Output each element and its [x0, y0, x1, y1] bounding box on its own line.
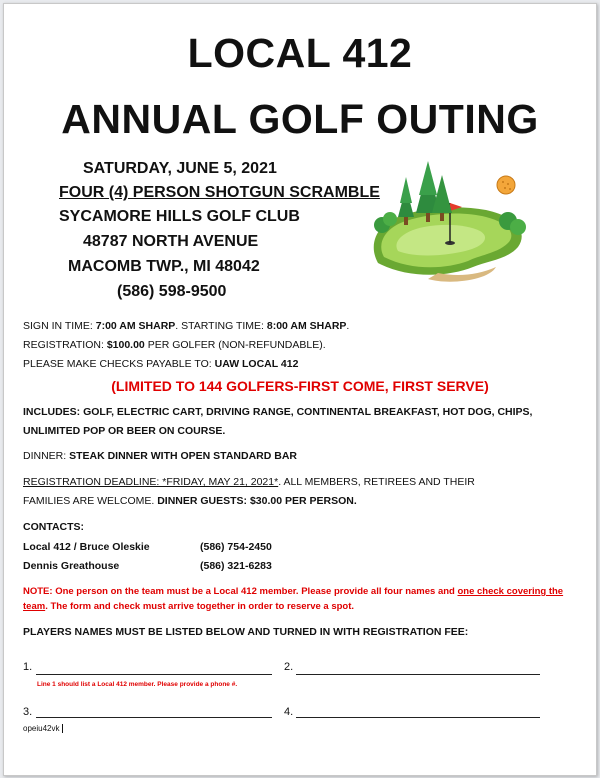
player-3-line[interactable] — [36, 717, 272, 718]
includes-line-2: UNLIMITED POP OR BEER ON COURSE. — [23, 425, 226, 437]
event-format: FOUR (4) PERSON SHOTGUN SCRAMBLE — [59, 184, 380, 201]
event-street: 48787 NORTH AVENUE — [83, 233, 259, 250]
player-4-line[interactable] — [296, 717, 540, 718]
golf-course-illustration — [368, 155, 536, 285]
title-line-2: ANNUAL GOLF OUTING — [61, 96, 539, 142]
event-city: MACOMB TWP., MI 48042 — [68, 258, 260, 275]
check-emphasis: one check covering the team — [23, 586, 564, 612]
contact-phone-1: (586) 754-2450 — [200, 541, 272, 553]
signin-line: SIGN IN TIME: 7:00 AM SHARP. STARTING TIME: 8:00 AM SHARP. — [23, 320, 350, 332]
player-1-line[interactable] — [36, 674, 272, 675]
contact-name-2: Dennis Greathouse — [23, 560, 120, 572]
title-line-1: LOCAL 412 — [187, 30, 413, 76]
includes-line-1: INCLUDES: GOLF, ELECTRIC CART, DRIVING RANGE, CONTINENTAL BREAKFAST, HOT DOG, CHIPS, — [23, 406, 533, 418]
event-date: SATURDAY, JUNE 5, 2021 — [83, 160, 277, 177]
player-1-number: 1. — [23, 661, 33, 673]
checks-line: PLEASE MAKE CHECKS PAYABLE TO: UAW LOCAL 412 — [23, 358, 299, 370]
text-cursor — [62, 724, 63, 733]
limited-notice: (LIMITED TO 144 GOLFERS-FIRST COME, FIRST SERVE) — [111, 378, 489, 394]
player-2-line[interactable] — [296, 674, 540, 675]
player-1-hint: Line 1 should list a Local 412 member. Please provide a phone #. — [37, 681, 238, 688]
team-note: NOTE: One person on the team must be a Local 412 member. Please provide all four names and one check covering the team. The form and check must arrive together in order to reserve a spot. — [23, 586, 564, 612]
footer-code: opeiu42vk — [23, 724, 60, 733]
deadline-line: REGISTRATION DEADLINE: *FRIDAY, MAY 21, 2021*. ALL MEMBERS, RETIREES AND THEIR — [23, 476, 475, 488]
event-phone: (586) 598-9500 — [117, 283, 227, 300]
player-4-number: 4. — [284, 706, 294, 718]
players-heading: PLAYERS NAMES MUST BE LISTED BELOW AND TURNED IN WITH REGISTRATION FEE: — [23, 626, 469, 638]
registration-line: REGISTRATION: $100.00 PER GOLFER (NON-REFUNDABLE). — [23, 339, 326, 351]
contact-name-1: Local 412 / Bruce Oleskie — [23, 541, 150, 553]
dinner-line: DINNER: STEAK DINNER WITH OPEN STANDARD BAR — [23, 450, 297, 462]
event-venue: SYCAMORE HILLS GOLF CLUB — [59, 208, 300, 225]
contact-phone-2: (586) 321-6283 — [200, 560, 272, 572]
contacts-heading: CONTACTS: — [23, 521, 85, 533]
families-line: FAMILIES ARE WELCOME. DINNER GUESTS: $30.00 PER PERSON. — [23, 495, 357, 507]
player-2-number: 2. — [284, 661, 294, 673]
player-3-number: 3. — [23, 706, 33, 718]
